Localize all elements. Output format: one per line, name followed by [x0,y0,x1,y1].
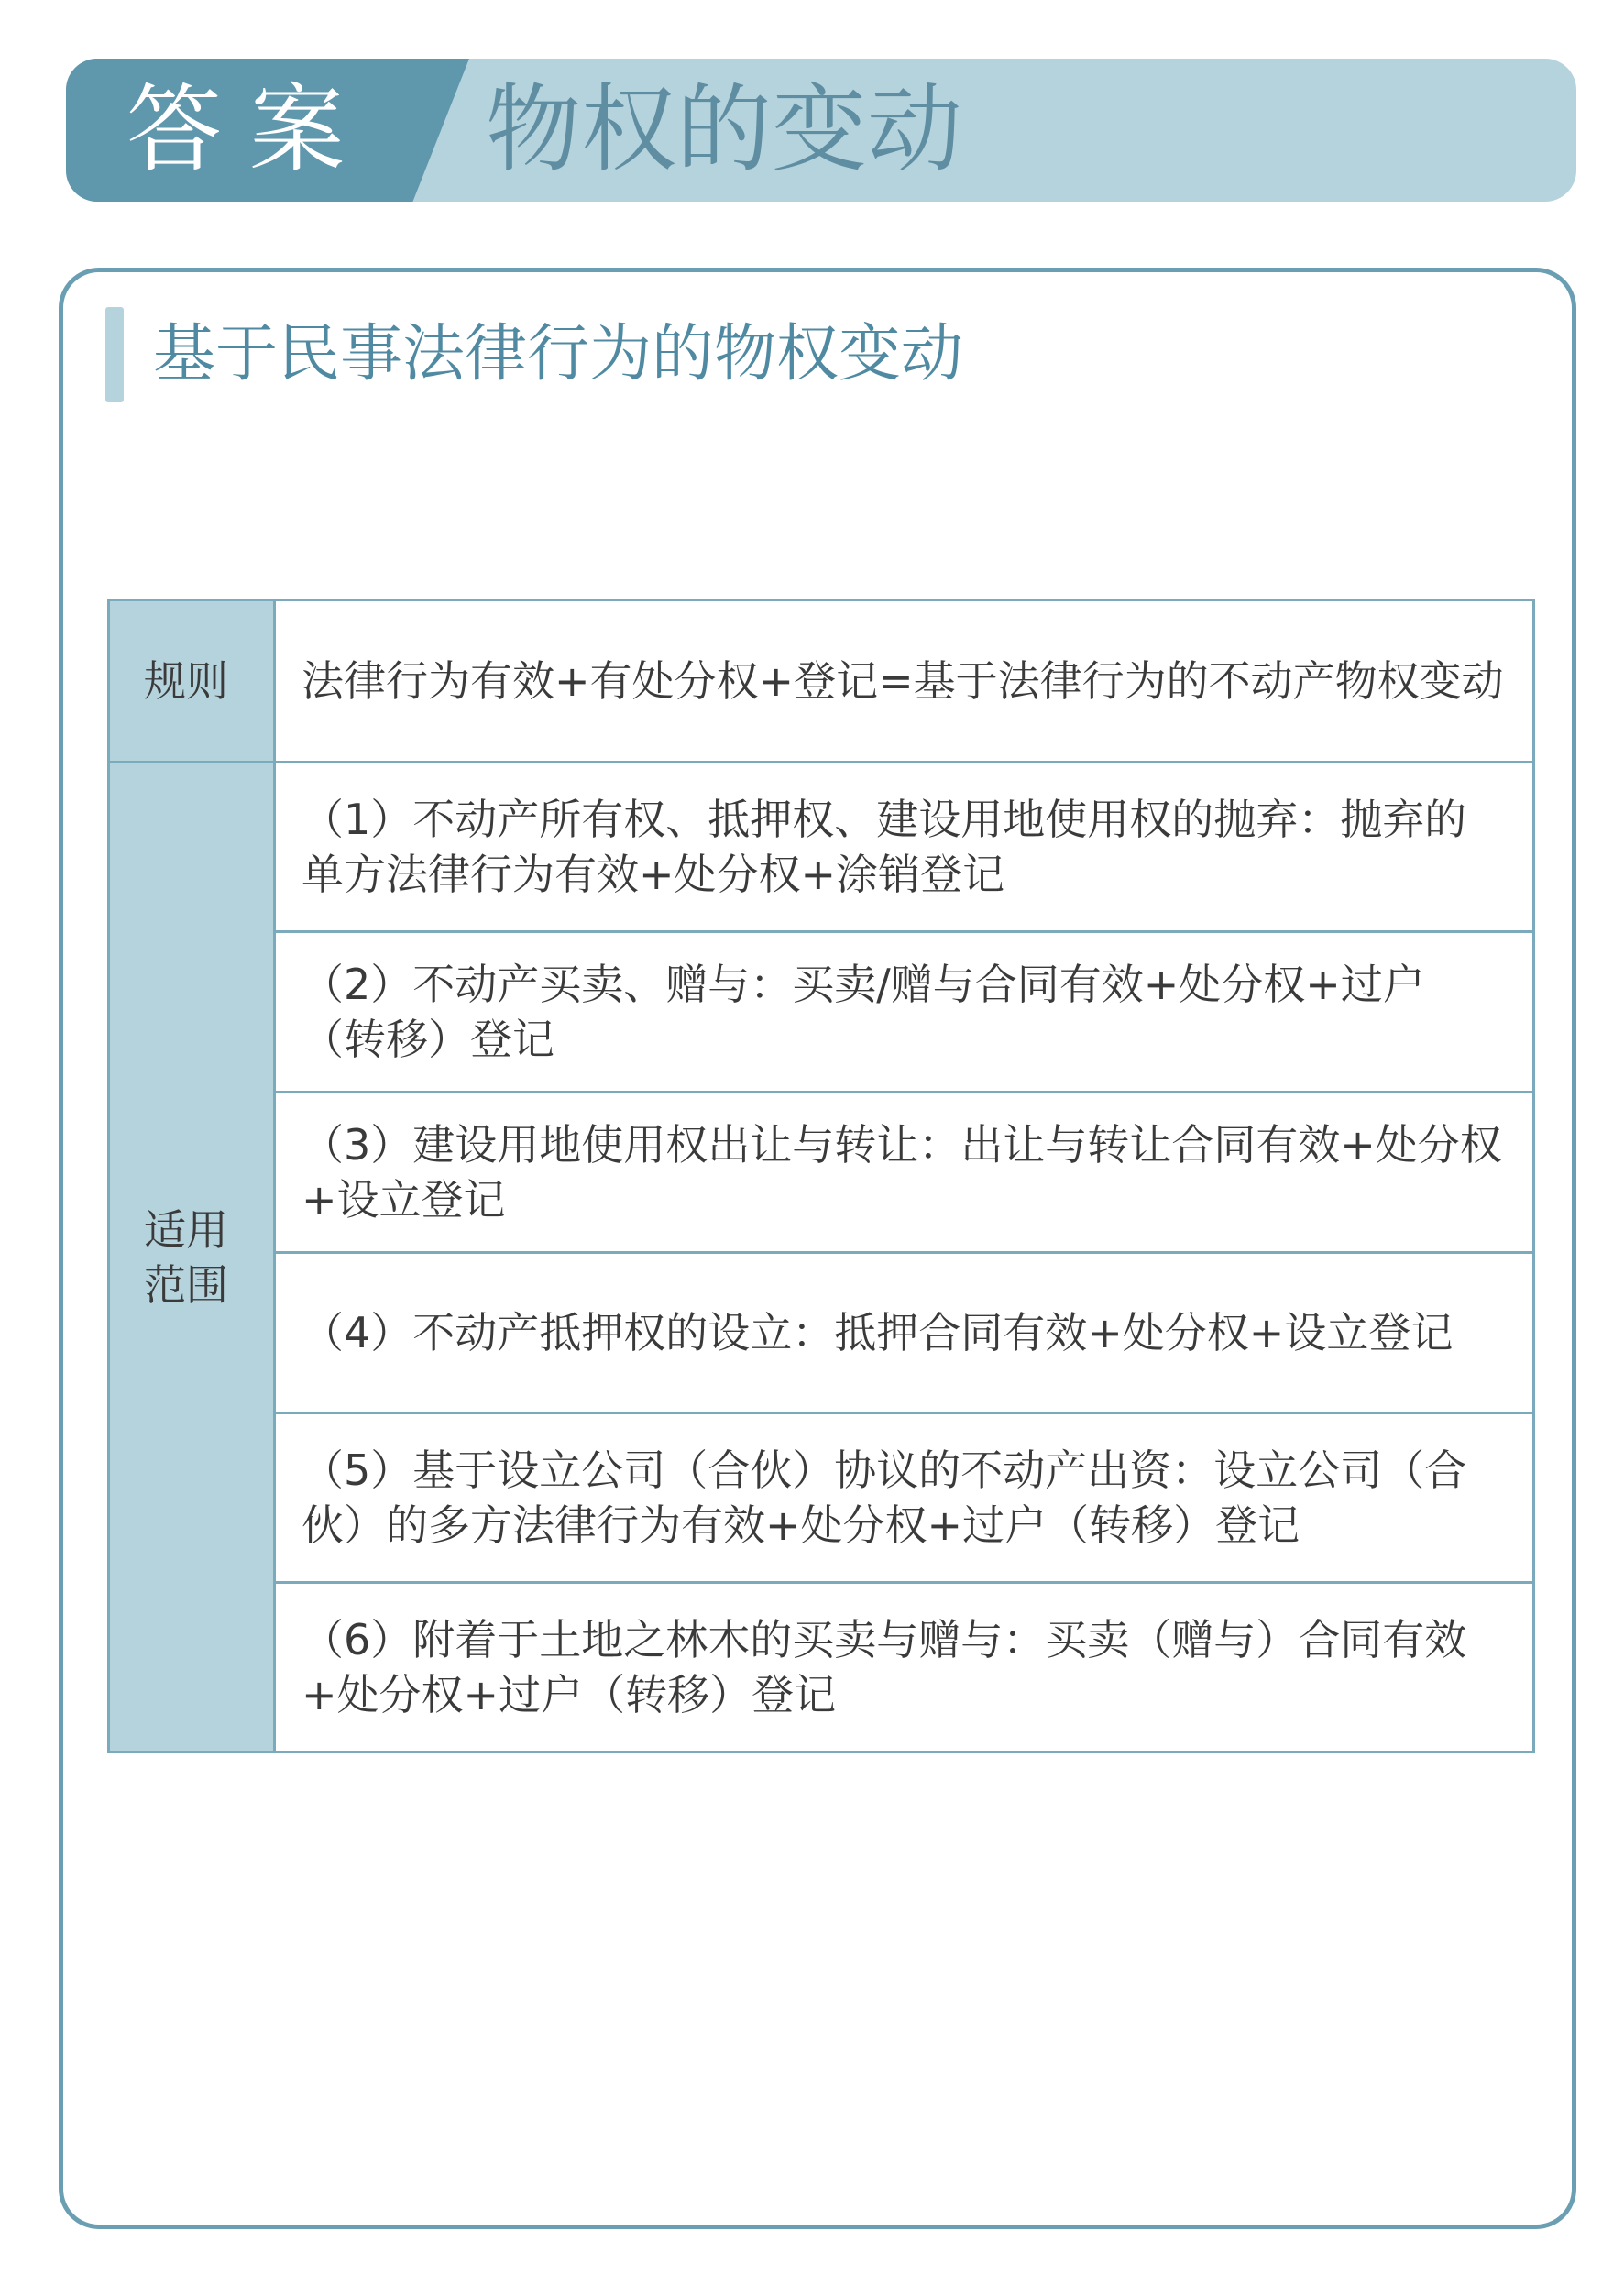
scope-item-4: （4）不动产抵押权的设立：抵押合同有效+处分权+设立登记 [275,1253,1534,1413]
scope-item-3: （3）建设用地使用权出让与转让：出让与转让合同有效+处分权+设立登记 [275,1093,1534,1253]
rule-header-label: 规则 [144,656,228,706]
scope-item-1: （1）不动产所有权、抵押权、建设用地使用权的抛弃：抛弃的单方法律行为有效+处分权+涂销登记 [275,763,1534,932]
section-heading [105,309,963,401]
table-row [109,1253,1534,1413]
page-title: 物权的变动 [486,73,963,185]
scope-item-5: （5）基于设立公司（合伙）协议的不动产出资：设立公司（合伙）的多方法律行为有效+处分权+过户（转移）登记 [275,1413,1534,1583]
scope-header-cell [109,763,275,1752]
rule-content-cell: 法律行为有效+有处分权+登记=基于法律行为的不动产物权变动 [275,600,1534,763]
answer-tab-label: 答案 [126,73,373,185]
scope-item-6: （6）附着于土地之林木的买卖与赠与：买卖（赠与）合同有效+处分权+过户（转移）登记 [275,1583,1534,1752]
table-row [109,600,1534,763]
rules-table [107,599,1535,1753]
scope-item-2: （2）不动产买卖、赠与：买卖/赠与合同有效+处分权+过户（转移）登记 [275,932,1534,1093]
table-row [109,763,1534,932]
table-row [109,932,1534,1093]
rule-header-cell [109,600,275,763]
table-row [109,1583,1534,1752]
section-title: 基于民事法律行为的物权变动 [153,318,964,390]
header-banner [66,59,1576,202]
section-accent-bar [105,307,124,402]
table-row [109,1093,1534,1253]
content-card [59,268,1576,2229]
scope-header-label: 适用范围 [144,1204,228,1310]
table-row [109,1413,1534,1583]
